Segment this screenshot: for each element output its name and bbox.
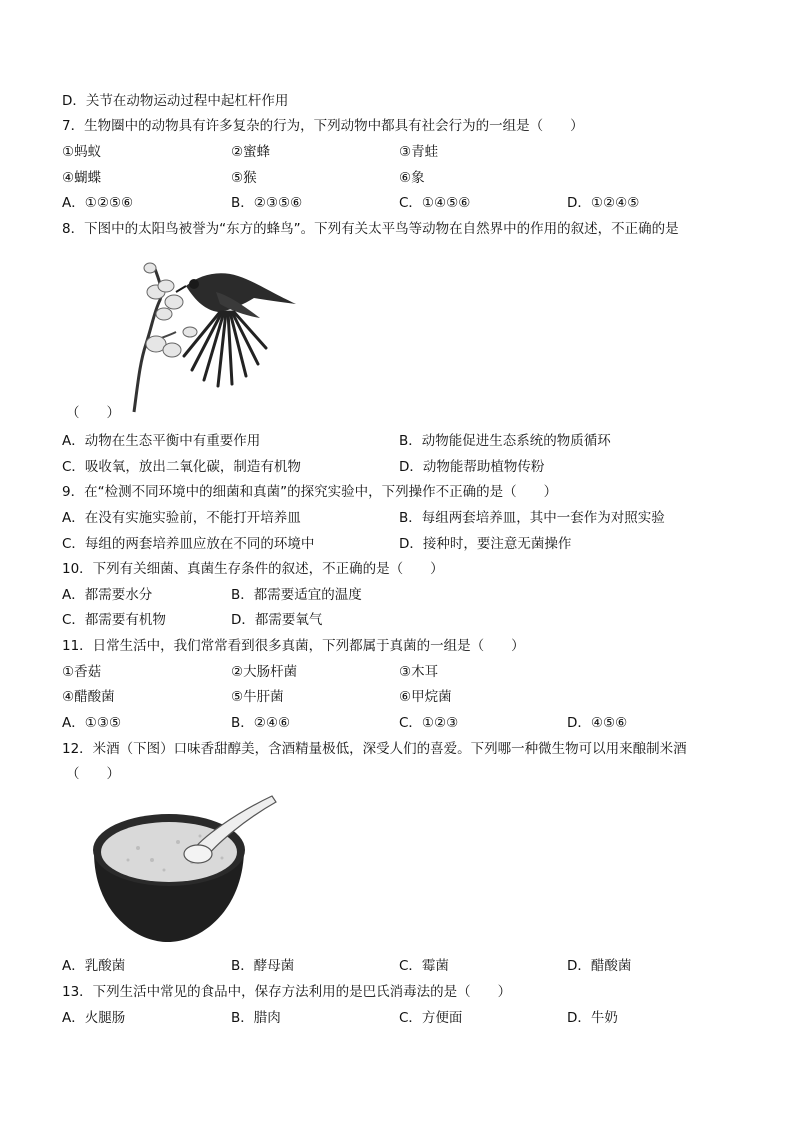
q11-option-d[interactable]: D．④⑤⑥: [567, 715, 628, 731]
q12-option-b[interactable]: B．酵母菌: [231, 958, 295, 974]
q7-option-b[interactable]: B．②③⑤⑥: [231, 195, 303, 211]
q13-stem: 13．下列生活中常见的食品中，保存方法利用的是巴氏消毒法的是（ ）: [62, 984, 512, 1000]
q12-option-d[interactable]: D．醋酸菌: [567, 958, 632, 974]
q13-option-c[interactable]: C．方便面: [399, 1010, 463, 1026]
q11-option-b[interactable]: B．②④⑥: [231, 715, 291, 731]
q11-item-4: ④醋酸菌: [62, 689, 115, 705]
q12-option-a[interactable]: A．乳酸菌: [62, 958, 126, 974]
q11-item-6: ⑥甲烷菌: [399, 689, 452, 705]
q8-option-d[interactable]: D．动物能帮助植物传粉: [399, 459, 545, 475]
q10-option-c[interactable]: C．都需要有机物: [62, 612, 166, 628]
q11-option-c[interactable]: C．①②③: [399, 715, 459, 731]
q13-option-d[interactable]: D．牛奶: [567, 1010, 618, 1026]
q11-item-5: ⑤牛肝菌: [231, 689, 284, 705]
q7-option-c[interactable]: C．①④⑤⑥: [399, 195, 471, 211]
q8-answer-paren: （ ）: [66, 405, 120, 421]
q9-option-c[interactable]: C．每组的两套培养皿应放在不同的环境中: [62, 536, 315, 552]
q11-item-2: ②大肠杆菌: [231, 664, 298, 680]
q8-option-c[interactable]: C．吸收氧，放出二氧化碳，制造有机物: [62, 459, 301, 475]
q7-item-5: ⑤猴: [231, 170, 257, 186]
q7-item-2: ②蜜蜂: [231, 144, 271, 160]
q12-option-c[interactable]: C．霉菌: [399, 958, 449, 974]
q7-item-1: ①蚂蚁: [62, 144, 102, 160]
q9-option-b[interactable]: B．每组两套培养皿，其中一套作为对照实验: [399, 510, 665, 526]
q11-item-3: ③木耳: [399, 664, 439, 680]
q10-stem: 10．下列有关细菌、真菌生存条件的叙述，不正确的是（ ）: [62, 561, 444, 577]
q8-option-b[interactable]: B．动物能促进生态系统的物质循环: [399, 433, 611, 449]
q7-item-4: ④蝴蝶: [62, 170, 102, 186]
q13-option-b[interactable]: B．腊肉: [231, 1010, 281, 1026]
q11-item-1: ①香菇: [62, 664, 102, 680]
q11-option-a[interactable]: A．①③⑤: [62, 715, 122, 731]
q12-stem: 12．米酒（下图）口味香甜醇美，含酒精量极低，深受人们的喜爱。下列哪一种微生物可以用来酿制米酒: [62, 741, 687, 757]
sunbird-on-branch-illustration: [120, 252, 305, 414]
q12-answer-paren: （ ）: [66, 766, 120, 782]
q7-item-3: ③青蛙: [399, 144, 439, 160]
q7-option-a[interactable]: A．①②⑤⑥: [62, 195, 134, 211]
q10-option-d[interactable]: D．都需要氧气: [231, 612, 323, 628]
q8-option-a[interactable]: A．动物在生态平衡中有重要作用: [62, 433, 261, 449]
rice-wine-bowl-illustration: [88, 792, 278, 944]
q10-option-b[interactable]: B．都需要适宜的温度: [231, 587, 362, 603]
q7-option-d[interactable]: D．①②④⑤: [567, 195, 640, 211]
q9-option-d[interactable]: D．接种时，要注意无菌操作: [399, 536, 572, 552]
q7-item-6: ⑥象: [399, 170, 425, 186]
q8-stem: 8．下图中的太阳鸟被誉为“东方的蜂鸟”。下列有关太平鸟等动物在自然界中的作用的叙述，不正确的是: [62, 221, 679, 237]
q6-option-d: D．关节在动物运动过程中起杠杆作用: [62, 93, 289, 109]
q9-stem: 9．在“检测不同环境中的细菌和真菌”的探究实验中，下列操作不正确的是（ ）: [62, 484, 558, 500]
q10-option-a[interactable]: A．都需要水分: [62, 587, 153, 603]
q11-stem: 11．日常生活中，我们常常看到很多真菌，下列都属于真菌的一组是（ ）: [62, 638, 525, 654]
q9-option-a[interactable]: A．在没有实施实验前，不能打开培养皿: [62, 510, 301, 526]
q7-stem: 7．生物圈中的动物具有许多复杂的行为，下列动物中都具有社会行为的一组是（ ）: [62, 118, 584, 134]
q13-option-a[interactable]: A．火腿肠: [62, 1010, 126, 1026]
